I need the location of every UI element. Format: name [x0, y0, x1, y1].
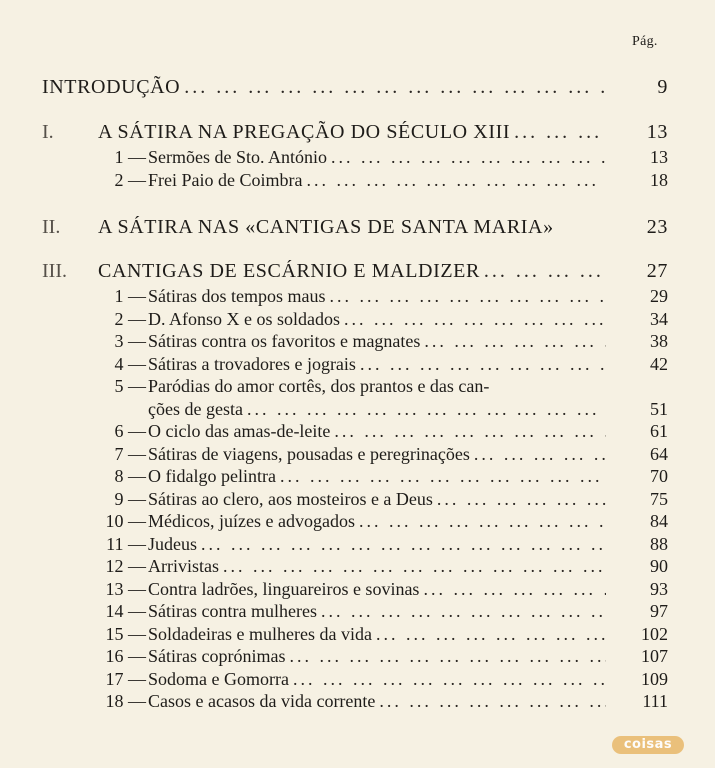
item-entry: [148, 556, 606, 577]
item-page-number: 51: [650, 398, 668, 419]
item-number: 12 —: [105, 556, 146, 576]
item-number: 8 —: [114, 466, 146, 486]
dot-leader: [289, 669, 606, 690]
intro-page-number: 9: [657, 76, 668, 98]
section-page-number: 23: [646, 216, 668, 238]
item-entry: [148, 534, 606, 555]
section-title: [98, 260, 606, 283]
item-page-number: 70: [650, 466, 668, 486]
dot-leader: [197, 534, 606, 555]
item-number: 3 —: [114, 331, 146, 351]
page-column-label: Pág.: [632, 34, 658, 49]
item-entry-title: Contra ladrões, linguareiros e sovinas: [148, 578, 420, 599]
item-entry: [148, 421, 606, 442]
item-number: 14 —: [105, 601, 146, 621]
item-entry-title: Soldadeiras e mulheres da vida: [148, 623, 372, 644]
item-entry: [148, 489, 606, 510]
dot-leader: [470, 444, 606, 465]
item-number: 6 —: [114, 421, 146, 441]
item-entry: [148, 579, 606, 600]
section-title-title: A SÁTIRA NA PREGAÇÃO DO SÉCULO XIII: [98, 121, 511, 143]
item-page-number: 97: [650, 601, 668, 621]
item-page-number: 84: [650, 511, 668, 531]
item-entry-title: Sodoma e Gomorra: [148, 668, 289, 689]
dot-leader: [243, 399, 606, 420]
section-numeral: II.: [42, 216, 61, 238]
item-entry: [148, 466, 606, 487]
item-entry: [148, 601, 606, 622]
dot-leader: [285, 646, 606, 667]
item-title-cont-title: ções de gesta: [148, 398, 243, 419]
item-number: 9 —: [114, 488, 146, 509]
item-entry: [148, 331, 606, 352]
dot-leader: [326, 286, 607, 307]
item-entry: [148, 691, 606, 712]
item-entry-title: O fidalgo pelintra: [148, 466, 276, 486]
item-entry-title: Sátiras de viagens, pousadas e peregrinações: [148, 443, 470, 464]
item-entry: [148, 147, 606, 168]
item-number: 10 —: [105, 511, 146, 531]
item-entry-title: Frei Paio de Coimbra: [148, 169, 303, 190]
dot-leader: [419, 579, 606, 600]
section-title-title: A SÁTIRA NAS «CANTIGAS DE SANTA MARIA»: [98, 216, 554, 238]
intro-entry: [42, 76, 606, 99]
item-entry: [148, 309, 606, 330]
item-entry: [148, 511, 606, 532]
dot-leader: [356, 354, 606, 375]
item-page-number: 61: [650, 421, 668, 441]
item-page-number: 13: [650, 147, 668, 167]
item-page-number: 107: [641, 646, 668, 666]
item-page-number: 111: [642, 691, 668, 711]
item-number: 2 —: [114, 169, 146, 190]
item-number: 11 —: [106, 533, 146, 554]
item-entry-title: Sermões de Sto. António: [148, 147, 327, 167]
dot-leader: [327, 147, 606, 168]
item-entry: [148, 354, 606, 375]
item-page-number: 93: [650, 578, 668, 599]
section-title: [98, 216, 606, 239]
dot-leader: [340, 309, 606, 330]
dot-leader: [317, 601, 606, 622]
item-number: 7 —: [114, 443, 146, 464]
section-page-number: 13: [646, 121, 668, 143]
item-entry-title: O ciclo das amas-de-leite: [148, 421, 331, 441]
item-title-title: Paródias do amor cortês, dos prantos e das can-: [148, 376, 490, 396]
item-entry: [148, 624, 606, 645]
dot-leader: [375, 691, 606, 712]
dot-leader: [330, 421, 606, 442]
item-number: 1 —: [114, 286, 146, 306]
item-number: 16 —: [105, 646, 146, 666]
item-page-number: 75: [650, 488, 668, 509]
item-entry: [148, 646, 606, 667]
item-entry-title: D. Afonso X e os soldados: [148, 308, 340, 329]
item-page-number: 34: [650, 308, 668, 329]
section-title: [98, 121, 606, 144]
item-page-number: 90: [650, 556, 668, 576]
item-number: 4 —: [114, 353, 146, 374]
item-entry-title: Sátiras contra os favoritos e magnates: [148, 331, 421, 351]
item-page-number: 38: [650, 331, 668, 351]
item-entry-title: Arrivistas: [148, 556, 219, 576]
item-entry-title: Sátiras dos tempos maus: [148, 286, 326, 306]
dot-leader: [372, 624, 606, 645]
section-numeral: III.: [42, 260, 67, 282]
item-page-number: 42: [650, 353, 668, 374]
item-entry-title: Casos e acasos da vida corrente: [148, 691, 376, 711]
item-entry-title: Sátiras contra mulheres: [148, 601, 317, 621]
dot-leader: [276, 466, 606, 487]
item-page-number: 88: [650, 533, 668, 554]
item-entry-title: Sátiras ao clero, aos mosteiros e a Deus: [148, 488, 433, 509]
item-number: 2 —: [114, 308, 146, 329]
dot-leader: [433, 489, 606, 510]
item-number: 18 —: [105, 691, 146, 711]
item-page-number: 29: [650, 286, 668, 306]
item-entry: [148, 669, 606, 690]
item-number: 17 —: [105, 668, 146, 689]
dot-leader: [480, 260, 606, 283]
item-number: 13 —: [105, 578, 146, 599]
dot-leader: [180, 76, 606, 99]
item-entry-title: Judeus: [148, 533, 197, 554]
item-number: 5 —: [114, 376, 146, 396]
item-number: 1 —: [114, 147, 146, 167]
dot-leader: [302, 170, 606, 191]
item-entry-title: Sátiras coprónimas: [148, 646, 286, 666]
item-entry: [148, 170, 606, 191]
item-entry: [148, 286, 606, 307]
dot-leader: [219, 556, 606, 577]
item-entry: [148, 444, 606, 465]
section-title-title: CANTIGAS DE ESCÁRNIO E MALDIZER: [98, 260, 480, 282]
watermark-logo: coisas: [612, 736, 684, 754]
item-page-number: 64: [650, 443, 668, 464]
item-entry-title: Médicos, juízes e advogados: [148, 511, 355, 531]
item-page-number: 102: [641, 623, 668, 644]
intro-entry-title: INTRODUÇÃO: [42, 76, 181, 98]
dot-leader: [355, 511, 606, 532]
dot-leader: [510, 121, 606, 144]
item-title-cont: [148, 399, 606, 420]
dot-leader: [420, 331, 606, 352]
section-numeral: I.: [42, 121, 54, 143]
item-page-number: 18: [650, 169, 668, 190]
section-page-number: 27: [646, 260, 668, 282]
item-page-number: 109: [641, 668, 668, 689]
item-number: 15 —: [105, 623, 146, 644]
item-title: [148, 376, 640, 397]
item-entry-title: Sátiras a trovadores e jograis: [148, 353, 356, 374]
